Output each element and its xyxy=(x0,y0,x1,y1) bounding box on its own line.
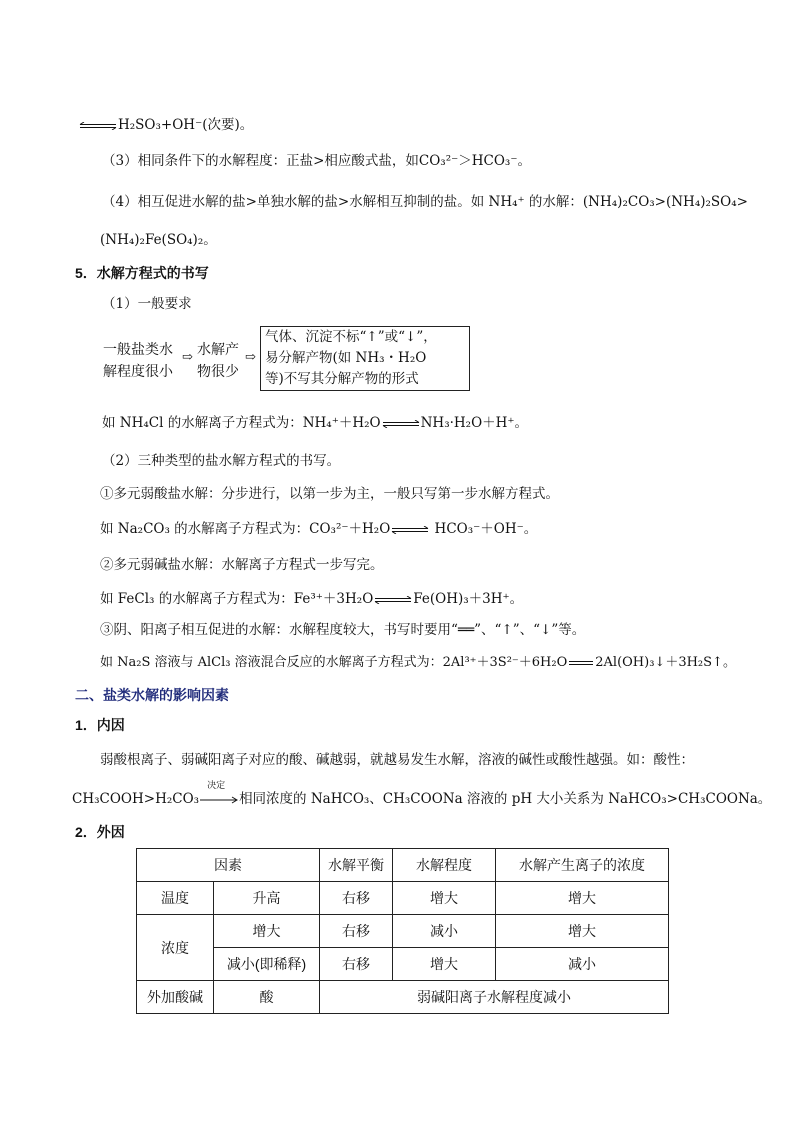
determine-arrow: 决定 xyxy=(199,790,239,808)
flow-box-line1: 气体、沉淀不标“↑”或“↓”， xyxy=(265,329,437,345)
nh4cl-equation: 如 NH₄Cl 的水解离子方程式为：NH₄⁺＋H₂O NH₃·H₂O＋H⁺。 xyxy=(102,415,529,431)
flow-mid-line2: 物很少 xyxy=(197,364,239,380)
section-2-title: 二、盐类水解的影响因素 xyxy=(75,687,229,703)
table-row: 浓度 增大 右移 减小 增大 xyxy=(137,915,669,948)
equation-continuation: H₂SO₃+OH⁻(次要)。 xyxy=(78,116,253,134)
case-3: ③阴、阳离子相互促进的水解：水解程度较大，书写时要用“══”、“↑”、“↓”等。 xyxy=(100,622,586,638)
table-row: 温度 升高 右移 增大 增大 xyxy=(137,882,669,915)
na2co3-equation: 如 Na₂CO₃ 的水解离子方程式为：CO₃²⁻＋H₂O HCO₃⁻＋OH⁻。 xyxy=(100,521,538,537)
table-header-row xyxy=(137,849,669,882)
reversible-arrow-icon xyxy=(373,596,413,604)
flow-box-line3: 等)不写其分解产物的形式 xyxy=(265,371,419,387)
internal-factor-text: 弱酸根离子、弱碱阳离子对应的酸、碱越弱，就越易发生水解，溶液的碱性或酸性越强。如：酸性： xyxy=(100,752,694,768)
reversible-arrow-icon xyxy=(78,122,118,130)
equals-sign-icon xyxy=(568,659,594,667)
table-row: 外加酸碱 酸 弱碱阳离子水解程度减小 xyxy=(137,981,669,1014)
case-1: ①多元弱酸盐水解：分步进行，以第一步为主，一般只写第一步水解方程式。 xyxy=(100,486,559,502)
header-equilibrium: 水解平衡 xyxy=(320,849,393,882)
flow-rule-box xyxy=(260,326,470,391)
paragraph-4b: (NH₄)₂Fe(SO₄)₂。 xyxy=(100,232,217,248)
na2s-equation: 如 Na₂S 溶液与 AlCl₃ 溶液混合反应的水解离子方程式为：2Al³⁺＋3S²⁻＋6H₂O 2Al(OH)₃↓＋3H₂S↑。 xyxy=(100,655,736,670)
flow-left-line1: 一般盐类水 xyxy=(103,342,173,358)
subheading-2: （2）三种类型的盐水解方程式的书写。 xyxy=(102,453,341,469)
flow-box-line2: 易分解产物(如 NH₃・H₂O xyxy=(265,350,427,366)
reversible-arrow-icon xyxy=(390,526,430,534)
table-row: 减小(即稀释) 右移 增大 减小 xyxy=(137,948,669,981)
external-factor-title: 2．外因 xyxy=(75,824,125,840)
flow-mid-line1: 水解产 xyxy=(197,342,239,358)
header-ion-concentration: 水解产生离子的浓度 xyxy=(496,849,669,882)
paragraph-3: （3）相同条件下的水解程度：正盐>相应酸式盐，如CO₃²⁻＞HCO₃⁻。 xyxy=(102,153,531,169)
internal-factor-example: CH₃COOH>H₂CO₃ 决定 相同浓度的 NaHCO₃、CH₃COONa 溶液的 pH 大小关系为 NaHCO₃>CH₃COONa。 xyxy=(72,781,772,807)
external-factor-table xyxy=(136,848,669,1014)
subheading-1: （1）一般要求 xyxy=(102,296,192,312)
case-2: ②多元弱碱盐水解：水解离子方程式一步写完。 xyxy=(100,557,384,573)
hollow-arrow-icon: ⇨ xyxy=(245,350,256,365)
fecl3-equation: 如 FeCl₃ 的水解离子方程式为：Fe³⁺＋3H₂O Fe(OH)₃＋3H⁺。 xyxy=(100,591,524,607)
paragraph-4a: （4）相互促进水解的盐>单独水解的盐>水解相互抑制的盐。如 NH₄⁺ 的水解：(NH₄)₂CO₃>(NH₄)₂SO₄> xyxy=(102,194,748,210)
internal-factor-title: 1．内因 xyxy=(75,717,125,733)
section-5-title: 5．水解方程式的书写 xyxy=(75,265,209,281)
header-factor: 因素 xyxy=(137,849,320,882)
header-degree: 水解程度 xyxy=(393,849,496,882)
reversible-arrow-icon xyxy=(381,420,421,428)
flow-left-line2: 解程度很小 xyxy=(103,364,173,380)
right-arrow-icon xyxy=(199,796,239,804)
hollow-arrow-icon: ⇨ xyxy=(182,350,193,365)
